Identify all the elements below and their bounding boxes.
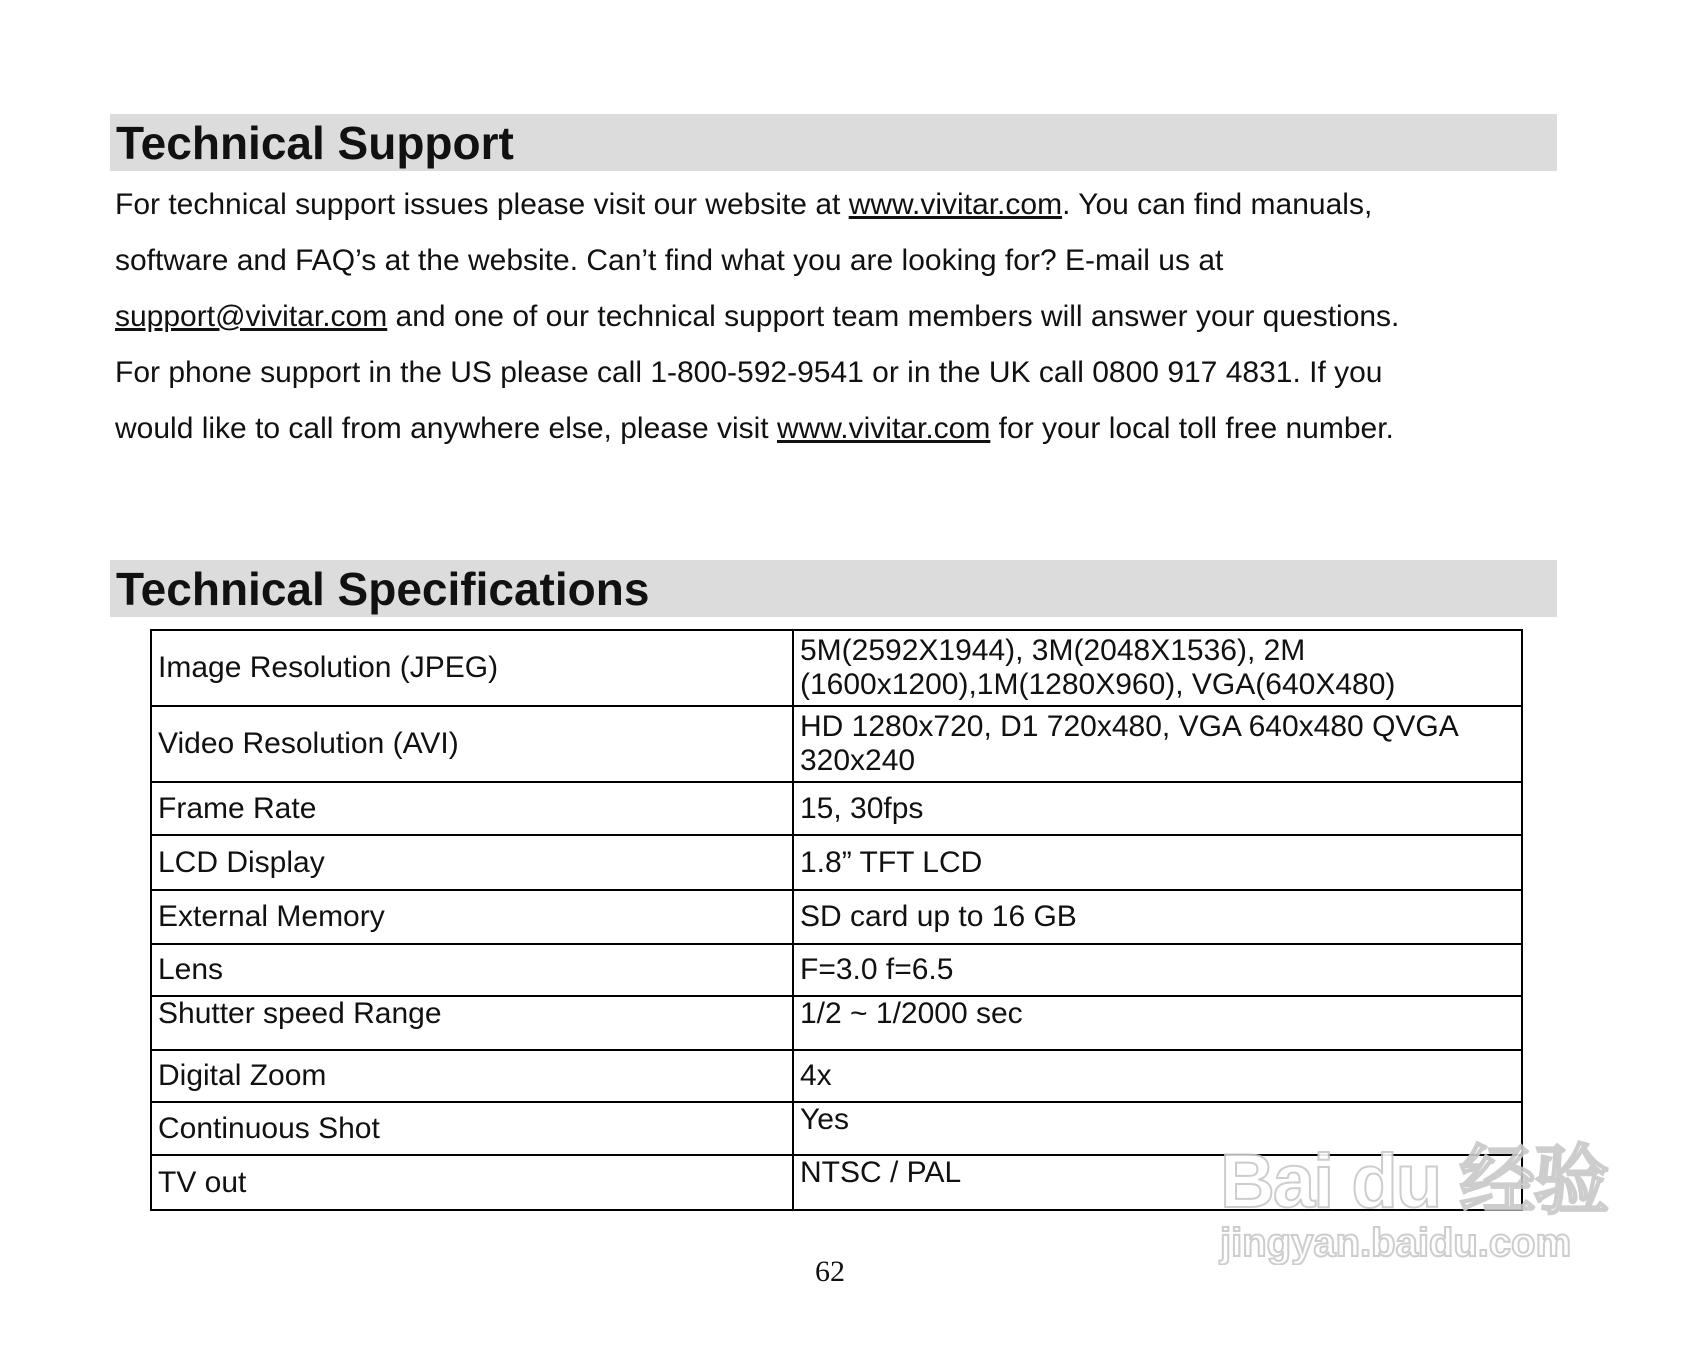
table-row [151, 782, 1522, 835]
support-heading-bar [110, 114, 1557, 171]
paragraph-line [115, 233, 1565, 289]
spec-label: Video Resolution (AVI) [151, 706, 793, 782]
spec-label: Shutter speed Range [151, 996, 793, 1050]
link[interactable]: support@vivitar.com [115, 300, 388, 333]
text: software and FAQ’s at the website. Can’t find what you are looking for? E-mail us at [115, 244, 1224, 277]
specs-heading: Technical Specifications [116, 563, 650, 615]
table-row [151, 944, 1522, 996]
table-row [151, 706, 1522, 782]
text: would like to call from anywhere else, please visit [115, 412, 777, 445]
spec-label: LCD Display [151, 835, 793, 890]
link[interactable]: www.vivitar.com [776, 412, 991, 445]
watermark-logo: Bai du 经验 [1220, 1139, 1608, 1224]
spec-value: 5M(2592X1944), 3M(2048X1536), 2M (1600x1200),1M(1280X960), VGA(640X480) [793, 630, 1522, 706]
table-row [151, 630, 1522, 706]
spec-label: Frame Rate [151, 782, 793, 835]
link[interactable]: www.vivitar.com [848, 188, 1063, 221]
spec-value: 15, 30fps [793, 782, 1522, 835]
table-row [151, 1050, 1522, 1102]
table-row [151, 996, 1522, 1050]
spec-value: F=3.0 f=6.5 [793, 944, 1522, 996]
spec-label: Lens [151, 944, 793, 996]
support-paragraph [115, 177, 1565, 457]
paragraph-line [115, 401, 1565, 457]
text: For technical support issues please visit our website at [115, 188, 849, 221]
support-heading: Technical Support [116, 117, 514, 169]
spec-value: HD 1280x720, D1 720x480, VGA 640x480 QVGA 320x240 [793, 706, 1522, 782]
spec-label: Continuous Shot [151, 1102, 793, 1155]
spec-label: Image Resolution (JPEG) [151, 630, 793, 706]
spec-label: Digital Zoom [151, 1050, 793, 1102]
text: . You can find manuals, [1062, 188, 1373, 221]
paragraph-line [115, 177, 1565, 233]
spec-value: 1.8” TFT LCD [793, 835, 1522, 890]
spec-value: Yes [793, 1102, 1522, 1155]
baidu-watermark [1220, 1120, 1607, 1266]
paragraph-line [115, 289, 1565, 345]
text: and one of our technical support team members will answer your questions. [387, 300, 1400, 333]
spec-value: 4x [793, 1050, 1522, 1102]
spec-label: TV out [151, 1155, 793, 1210]
table-row [151, 835, 1522, 890]
specs-heading-bar [110, 560, 1557, 617]
paragraph-line [115, 345, 1565, 401]
spec-value: SD card up to 16 GB [793, 890, 1522, 944]
page-number: 62 [815, 1255, 845, 1288]
spec-label: External Memory [151, 890, 793, 944]
watermark-url: jingyan.baidu.com [1220, 1221, 1572, 1265]
spec-value: NTSC / PAL [793, 1155, 1522, 1210]
text: For phone support in the US please call 1-800-592-9541 or in the UK call 0800 917 4831. If you [115, 356, 1383, 389]
spec-value: 1/2 ~ 1/2000 sec [793, 996, 1522, 1050]
table-row [151, 890, 1522, 944]
text: for your local toll free number. [990, 412, 1394, 445]
